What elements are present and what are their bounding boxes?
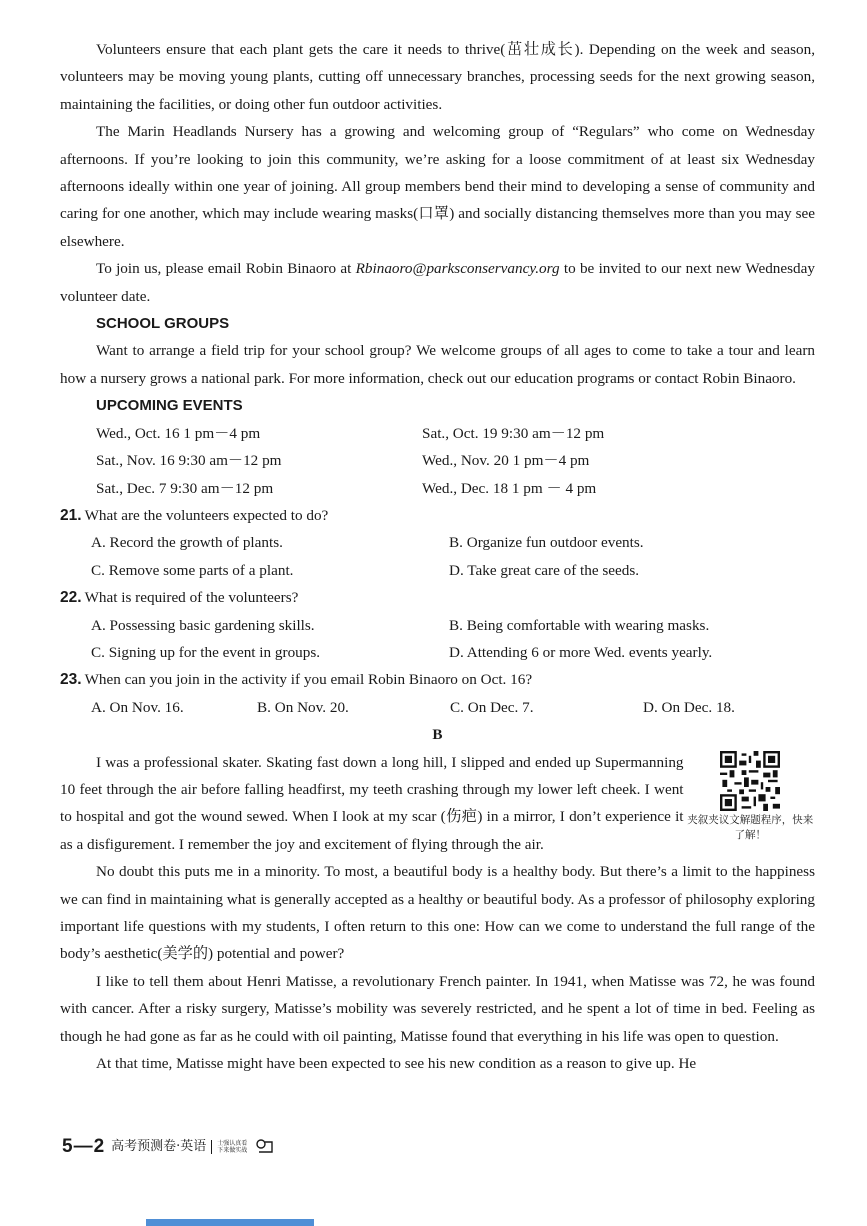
- option-d[interactable]: D. On Dec. 18.: [643, 698, 735, 716]
- paragraph-minority: No doubt this puts me in a minority. To most, a beautiful body is a healthy body. But there’s a limit to the happiness we can find in maintaining what is generally accepted as a healthy or beautiful body. As a professor of philosophy exploring important life questions with my students, I often return to this one: How can we come to understand the full range of the body’s aesthetic(美学的) potential and power?: [60, 863, 815, 963]
- paragraph-volunteers-care: Volunteers ensure that each plant gets the care it needs to thrive(茁壮成长). Depending on the week and season, volunteers may be moving young plants, cutting off unnecessary branches, processing seeds for the next growing season, maintaining the facilities, or doing other fun outdoor activities.: [60, 41, 815, 113]
- event-item: Sat., Oct. 19 9:30 am－12 pm: [422, 424, 605, 442]
- event-item: Wed., Oct. 16 1 pm－4 pm: [96, 424, 261, 442]
- join-text-before: To join us, please email Robin Binaoro at: [96, 260, 356, 278]
- events-list: [60, 420, 815, 502]
- option-a[interactable]: A. Record the growth of plants.: [91, 534, 283, 552]
- join-text-after: to be invited to our next new Wednesday volunteer date.: [60, 260, 815, 305]
- paragraph-skater: I was a professional skater. Skating fast down a long hill, I slipped and ended up Supermanning 10 feet through the air before falling headfirst, my teeth crashing through my lower left cheek. I went to hospital and got the wound sewed. When I look at my scar (伤疤) in a mirror, I don’t experience it as a disfigurement. I remember the joy and excitement of flying through the air.: [60, 753, 684, 853]
- option-a[interactable]: A. Possessing basic gardening skills.: [91, 616, 315, 634]
- paragraph-school-groups: Want to arrange a field trip for your school group? We welcome groups of all ages to come to take a tour and learn how a nursery grows a national park. For more information, check out our education programs or contact Robin Binaoro.: [60, 342, 815, 387]
- option-c[interactable]: C. On Dec. 7.: [450, 698, 534, 716]
- option-b[interactable]: B. On Nov. 20.: [257, 698, 349, 716]
- publisher-logo-icon: [255, 1138, 275, 1156]
- event-item: Sat., Nov. 16 9:30 am－12 pm: [96, 452, 282, 470]
- event-item: Sat., Dec. 7 9:30 am－12 pm: [96, 479, 274, 497]
- qr-code-box[interactable]: [686, 749, 815, 859]
- option-b[interactable]: B. Organize fun outdoor events.: [449, 534, 644, 552]
- question-text: What is required of the volunteers?: [84, 589, 299, 607]
- page-number: 5—2: [62, 1136, 106, 1157]
- question-number: 23.: [60, 671, 82, 689]
- passage-b-opening: [60, 749, 815, 859]
- question-number: 22.: [60, 589, 82, 607]
- paragraph-give-up: At that time, Matisse might have been expected to see his new condition as a reason to give up. He: [96, 1055, 697, 1073]
- option-a[interactable]: A. On Nov. 16.: [91, 698, 184, 716]
- paragraph-regulars: The Marin Headlands Nursery has a growing and welcoming group of “Regulars” who come on Wednesday afternoons. If you’re looking to join this community, we’re asking for a loose commitment of at least six Wednesday afternoons ideally within one year of joining. All group members bend their mind to developing a sense of community and caring for one another, which may include wearing masks(口罩) and socially distancing themselves more than you may see elsewhere.: [60, 123, 815, 250]
- motto-line-2: 下来做实战: [217, 1146, 248, 1154]
- option-c[interactable]: C. Signing up for the event in groups.: [91, 643, 321, 661]
- option-b[interactable]: B. Being comfortable with wearing masks.: [449, 616, 710, 634]
- option-d[interactable]: D. Attending 6 or more Wed. events yearly.: [449, 643, 713, 661]
- document-page: [60, 36, 815, 1077]
- question-text: What are the volunteers expected to do?: [84, 506, 329, 524]
- book-title: 高考预测卷·英语: [111, 1139, 207, 1154]
- paragraph-matisse: I like to tell them about Henri Matisse, a revolutionary French painter. In 1941, when Matisse was 72, he was found with cancer. After a risky surgery, Matisse’s mobility was severely restricted, and he spent a lot of time in bed. Feeling as though he had gone as far as he could with oil painting, Matisse found that everything in his life was open to question.: [60, 972, 815, 1045]
- question-22: [60, 584, 815, 666]
- question-21: [60, 502, 815, 584]
- motto-line-1: 士强认真看: [217, 1139, 248, 1147]
- page-footer: [62, 1133, 275, 1160]
- question-number: 21.: [60, 506, 82, 524]
- option-c[interactable]: C. Remove some parts of a plant.: [91, 561, 294, 579]
- paragraph-join: [60, 255, 815, 310]
- school-groups-heading: SCHOOL GROUPS: [96, 315, 230, 333]
- email-link[interactable]: Rbinaoro@parksconservancy.org: [355, 260, 560, 278]
- event-item: Wed., Nov. 20 1 pm－4 pm: [422, 452, 590, 470]
- question-text: When can you join in the activity if you email Robin Binaoro on Oct. 16?: [84, 671, 533, 689]
- footer-motto: [217, 1140, 247, 1154]
- qr-code-icon[interactable]: [720, 751, 780, 811]
- option-d[interactable]: D. Take great care of the seeds.: [449, 561, 640, 579]
- event-item: Wed., Dec. 18 1 pm － 4 pm: [422, 479, 597, 497]
- qr-caption: 夹叙夹议文解题程序，快来了解！: [687, 813, 814, 841]
- bottom-accent-bar: [146, 1219, 314, 1226]
- footer-divider: [211, 1140, 212, 1154]
- question-23: [60, 666, 815, 721]
- section-b-heading: B: [432, 726, 443, 744]
- upcoming-events-heading: UPCOMING EVENTS: [96, 397, 243, 415]
